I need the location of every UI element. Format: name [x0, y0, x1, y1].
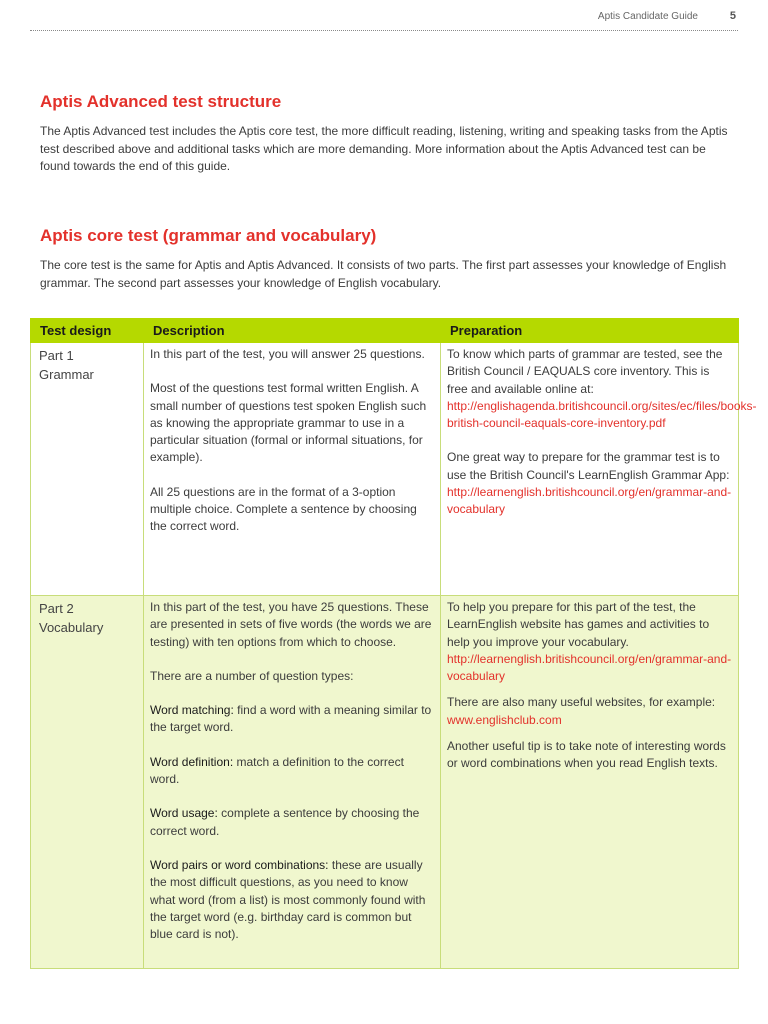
question-type-term: Word usage:: [150, 806, 218, 821]
preparation-text: One great way to prepare for the grammar test is to use the British Council's LearnEnglish Grammar App:: [447, 450, 730, 482]
question-type-term: Word pairs or word combinations:: [150, 857, 329, 872]
description-cell: [144, 596, 441, 969]
grammar-app-link[interactable]: http://learnenglish.britishcouncil.org/en/grammar-and-vocabulary: [447, 485, 732, 517]
preparation-text: There are also many useful websites, for example:: [447, 695, 716, 710]
question-type-text: match a definition to the correct word.: [150, 754, 404, 787]
preparation-text: To know which parts of grammar are tested, see the British Council / EAQUALS core inventory. This is free and available online at:: [447, 347, 723, 396]
question-type: [150, 754, 434, 789]
description-paragraph: Most of the questions test formal written English. A small number of questions test spoken English such as knowing the appropriate grammar to use in a particular situation (formal or informal situations, for example).: [150, 381, 427, 465]
question-type: [150, 702, 434, 737]
part-cell: [31, 596, 144, 969]
part-number: Part 2: [39, 601, 74, 616]
part-name: Grammar: [39, 367, 94, 382]
description-paragraph: There are a number of question types:: [150, 668, 354, 683]
preparation-text: Another useful tip is to take note of interesting words or word combinations when you read English texts.: [447, 739, 726, 771]
page-number: 5: [729, 10, 736, 22]
part-number: Part 1: [39, 348, 74, 363]
question-type-text: these are usually the most difficult questions, as you need to know what word (from a list) is most commonly found with the target word (e.g. birthday card is common but blue card is not).: [150, 857, 426, 942]
preparation-block: [447, 694, 732, 729]
question-type-text: complete a sentence by choosing the correct word.: [150, 806, 420, 838]
header-preparation: Preparation: [441, 319, 739, 343]
section-title-advanced: Aptis Advanced test structure: [40, 92, 282, 111]
test-structure-table: [30, 318, 757, 969]
table-row-vocabulary: [31, 596, 739, 969]
preparation-block: [447, 449, 732, 518]
question-type: [150, 857, 434, 943]
description-cell: [144, 343, 441, 596]
header-test-design: Test design: [31, 319, 144, 343]
question-type-term: Word definition:: [150, 754, 234, 769]
englishclub-link[interactable]: www.englishclub.com: [447, 712, 562, 727]
part-cell: [31, 343, 144, 596]
preparation-cell: [441, 343, 757, 596]
preparation-block: [447, 738, 732, 773]
description-paragraph: All 25 questions are in the format of a 3-option multiple choice. Complete a sentence by choosing the correct word.: [150, 484, 417, 534]
description-paragraph: In this part of the test, you have 25 questions. These are presented in sets of five words (the words we are testing) with ten options from which to choose.: [150, 600, 432, 649]
question-type-term: Word matching:: [150, 703, 234, 718]
preparation-block: [447, 346, 757, 432]
preparation-text: To help you prepare for this part of the test, the LearnEnglish website has games and activities to help you improve your vocabulary.: [447, 600, 710, 649]
section-title-core: Aptis core test (grammar and vocabulary): [40, 226, 377, 245]
preparation-cell: [441, 596, 739, 969]
table-header-row: [31, 319, 739, 343]
question-type-text: find a word with a meaning similar to the target word.: [150, 703, 432, 735]
header-description: Description: [144, 319, 441, 343]
question-type: [150, 805, 434, 840]
section-body-advanced: The Aptis Advanced test includes the Aptis core test, the more difficult reading, listening, writing and speaking tasks from the Aptis test described above and additional tasks which are more demanding. More information about the Aptis Advanced test can be found towards the end of this guide.: [40, 124, 728, 173]
table-row-grammar: [31, 343, 739, 596]
learnenglish-vocabulary-link[interactable]: http://learnenglish.britishcouncil.org/en/grammar-and-vocabulary: [447, 651, 732, 684]
core-inventory-link[interactable]: http://englishagenda.britishcouncil.org/sites/ec/files/books-british-council-eaquals-core-inventory.pdf: [447, 398, 757, 431]
page-header: [30, 0, 738, 31]
preparation-block: [447, 599, 732, 685]
description-paragraph: In this part of the test, you will answer 25 questions.: [150, 347, 425, 361]
part-name: Vocabulary: [39, 620, 104, 635]
section-body-core: The core test is the same for Aptis and Aptis Advanced. It consists of two parts. The first part assesses your knowledge of English grammar. The second part assesses your knowledge of English vocabulary.: [40, 258, 727, 290]
guide-title: Aptis Candidate Guide: [597, 11, 698, 22]
